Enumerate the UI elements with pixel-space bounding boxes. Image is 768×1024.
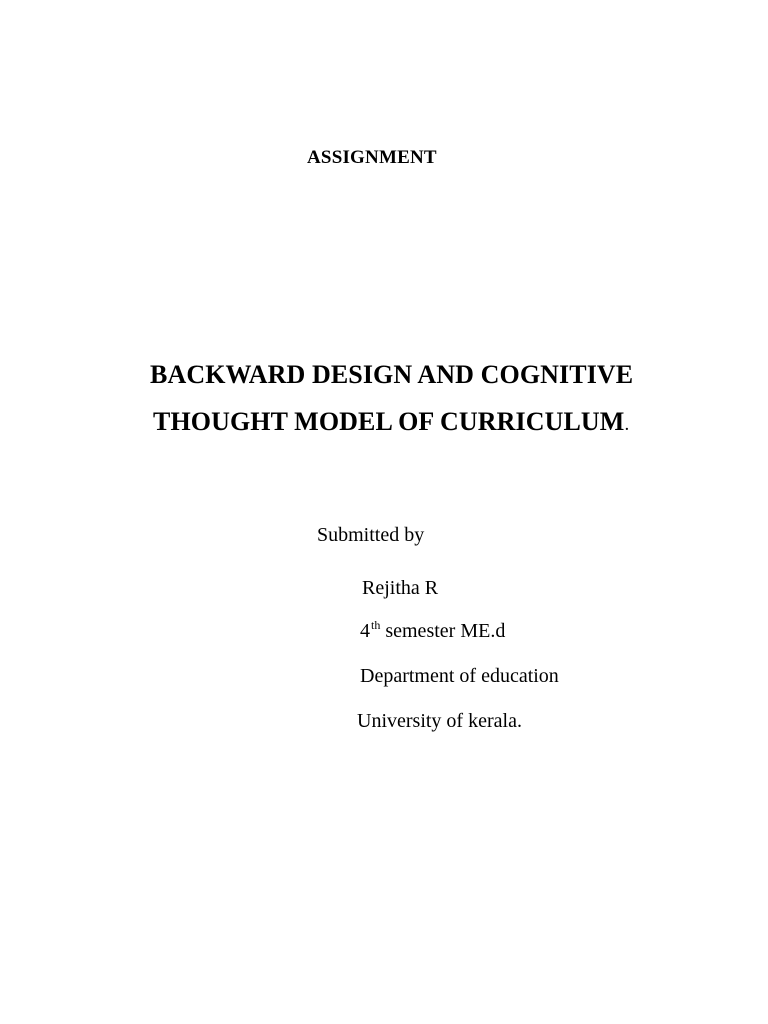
author-name: Rejitha R (362, 577, 439, 599)
title-line-2: THOUGHT MODEL OF CURRICULUM (153, 407, 625, 436)
title-period: . (624, 414, 630, 435)
title-line-1: BACKWARD DESIGN AND COGNITIVE (150, 360, 634, 389)
title-line-2-container (153, 407, 629, 437)
semester-text: semester ME.d (380, 620, 506, 642)
semester-number: 4 (360, 620, 370, 642)
submitted-by-label: Submitted by (317, 524, 425, 546)
semester-line (360, 617, 506, 643)
semester-suffix: th (371, 617, 381, 632)
university-line: University of kerala. (357, 710, 522, 732)
department-line: Department of education (360, 665, 559, 687)
assignment-heading: ASSIGNMENT (307, 147, 437, 168)
